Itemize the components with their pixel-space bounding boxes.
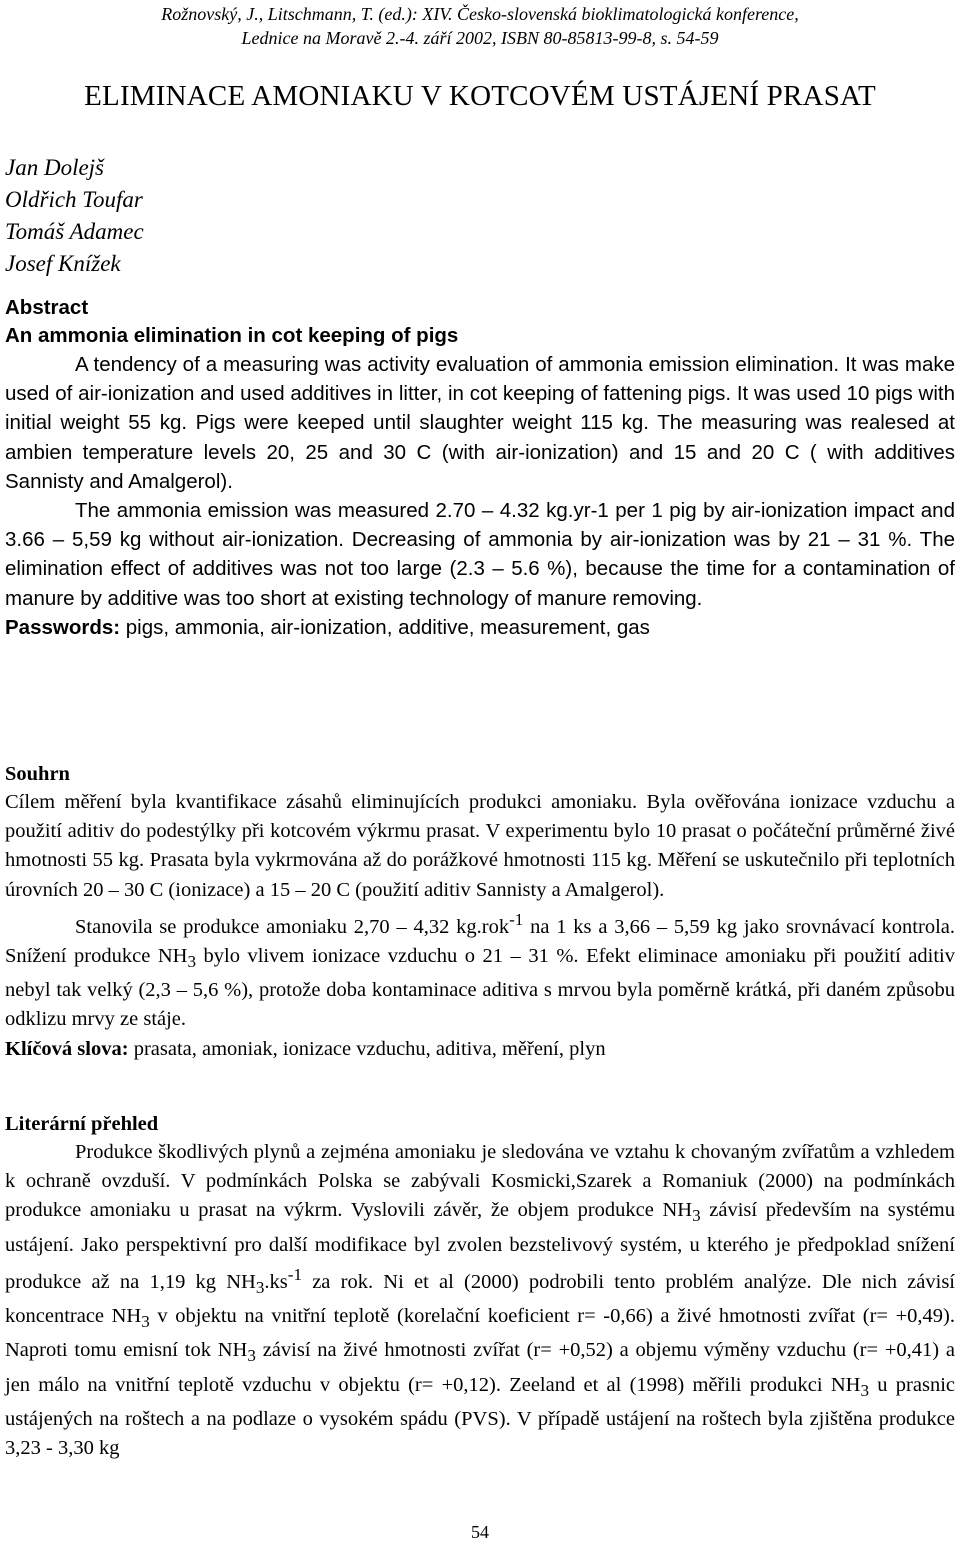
subscript: 3 — [187, 951, 196, 971]
superscript: -1 — [509, 909, 524, 929]
abstract-paragraph: The ammonia emission was measured 2.70 – 4.32 kg.yr-1 per 1 pig by air-ionization impact and 3.66 – 5,59 kg without air-ionization. Decreasing of ammonia by air-ionization was by 21 – 31 %. The elimination effect of additives was not too large (2.3 – 5.6 %), because the time for a contamination of manure by additive was too short at existing technology of manure removing. — [5, 499, 955, 610]
superscript: -1 — [287, 1264, 302, 1284]
souhrn-keywords — [5, 1035, 955, 1064]
keywords-label: Passwords: — [5, 615, 121, 639]
souhrn-heading: Souhrn — [5, 763, 70, 785]
subscript: 3 — [692, 1206, 701, 1226]
author: Oldřich Toufar — [5, 187, 143, 212]
text-run: za rok. Ni et al (2000) podrobili tento problém analýze. Dle nich závisí koncentrace NH — [5, 1270, 955, 1328]
souhrn-section — [5, 760, 955, 1064]
souhrn-paragraph: Cílem měření byla kvantifikace zásahů eliminujících produkci amoniaku. Byla ověřována ionizace vzduchu a použití aditiv do podestýlky při kotcovém výkrmu prasat. V experimentu bylo 10 prasat o počáteční průměrné živé hmotnosti 55 kg. Prasata byla vykrmována až do porážkové hmotnosti 115 kg. Měření se uskutečnilo při teplotních úrovních 20 – 30 C (ionizace) a 15 – 20 C (použití aditiv Sannisty a Amalgerol). — [5, 791, 955, 901]
text-run: na 1 ks a 3,66 – 5,59 kg jako srovnávací kontrola. Snížení produkce NH — [5, 915, 955, 967]
literature-review-section — [5, 1110, 955, 1463]
text-run: .ks — [264, 1270, 288, 1293]
souhrn-paragraph — [5, 905, 955, 1035]
subscript: 3 — [141, 1312, 150, 1332]
literature-review-paragraph — [5, 1138, 955, 1463]
paper-title: ELIMINACE AMONIAKU V KOTCOVÉM USTÁJENÍ PRASAT — [84, 80, 876, 112]
subscript: 3 — [255, 1277, 265, 1297]
abstract-heading: Abstract — [5, 296, 89, 319]
author: Tomáš Adamec — [5, 219, 144, 244]
page-number: 54 — [471, 1522, 489, 1542]
text-run: Stanovila se produkce amoniaku 2,70 – 4,32 kg.rok — [75, 915, 510, 938]
text-run: závisí na živé hmotnosti zvířat (r= +0,52) a objemu výměny vzduchu (r= +0,41) a jen málo na vnitřní teplotě vzduchu v objektu (r= +0,12). Zeeland et al (1998) měřili produkci NH — [5, 1339, 956, 1396]
literature-review-heading: Literární přehled — [5, 1113, 159, 1135]
keywords-label: Klíčová slova: — [5, 1037, 129, 1060]
running-header — [0, 2, 960, 50]
keywords-text: prasata, amoniak, ionizace vzduchu, aditiva, měření, plyn — [128, 1037, 606, 1060]
keywords-text: pigs, ammonia, air-ionization, additive, measurement, gas — [120, 615, 650, 639]
abstract-paragraph: A tendency of a measuring was activity evaluation of ammonia emission elimination. It was make used of air-ionization and used additives in litter, in cot keeping of fattening pigs. It was used 10 pigs with initial weight 55 kg. Pigs were keeped until slaughter weight 115 kg. The measuring was realesed at ambien temperature levels 20, 25 and 30 C (with air-ionization) and 15 and 20 C ( with additives Sannisty and Amalgerol). — [5, 353, 955, 493]
text-run: v objektu na vnitřní teplotě (korelační koeficient r= -0,66) a živé hmotnosti zvířat (r= +0,49). Naproti tomu emisní tok NH — [5, 1305, 955, 1362]
running-header-line-1: Rožnovský, J., Litschmann, T. (ed.): XIV. Česko-slovenská bioklimatologická konference, — [161, 4, 799, 24]
text-run: bylo vlivem ionizace vzduchu o 21 – 31 %. Efekt eliminace amoniaku při použití aditiv nebyl tak velký (2,3 – 5,6 %), protože doba kontaminace aditiva s mrvou byla poměrně krátká, při daném způsobu odklizu mrvy ze stáje. — [5, 944, 956, 1031]
abstract-english-title: An ammonia elimination in cot keeping of pigs — [5, 324, 459, 347]
subscript: 3 — [247, 1346, 256, 1366]
running-header-line-2: Lednice na Moravě 2.-4. září 2002, ISBN 80-85813-99-8, s. 54-59 — [241, 28, 719, 48]
subscript: 3 — [860, 1380, 870, 1400]
text-run: závisí především na systému ustájení. Jako perspektivní pro další modifikace byl zvolen bezstelivový systém, u kterého je předpoklad snížení produkce až na 1,19 kg NH — [5, 1199, 955, 1293]
author-list — [5, 152, 144, 280]
text-run: u prasnic ustájených na roštech a na podlaze o vysokém spádu (PVS). V případě ustájení na roštech byla zjištěna produkce 3,23 - 3,30 kg — [5, 1373, 955, 1460]
author: Josef Knížek — [5, 251, 121, 276]
author: Jan Dolejš — [5, 155, 105, 180]
abstract-section — [5, 294, 955, 642]
abstract-keywords — [5, 613, 955, 642]
text-run: Produkce škodlivých plynů a zejména amoniaku je sledována ve vztahu k chovaným zvířatům a vzhledem k ochraně ovzduší. V podmínkách Polska se zabývali Kosmicki,Szarek a Romaniuk (2000) na podmínkách produkce amoniaku u prasat na výkrm. Vyslovili závěr, že objem produkce NH — [5, 1141, 955, 1222]
